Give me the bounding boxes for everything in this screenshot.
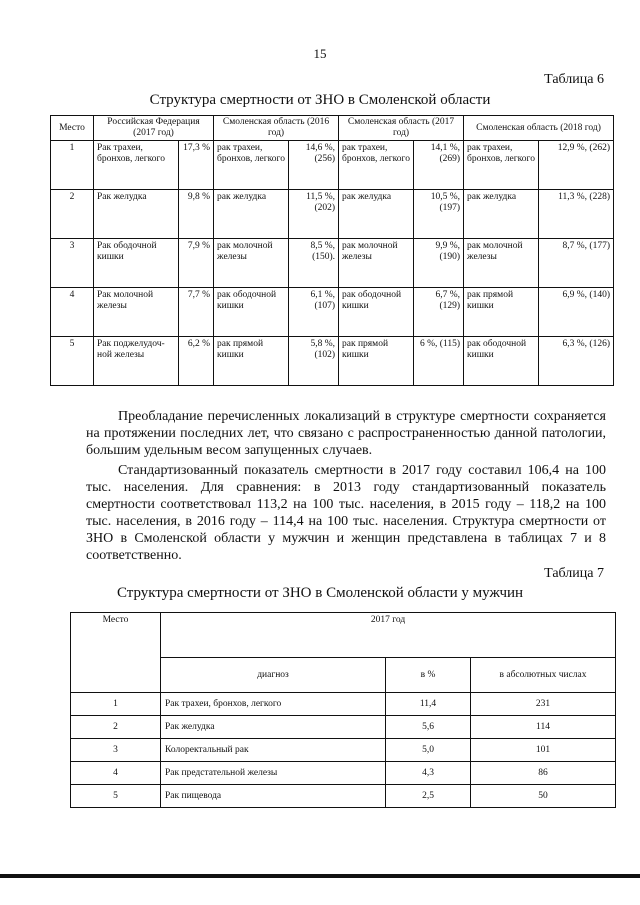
table7-diagnosis: Рак предстательной железы	[161, 762, 386, 785]
paragraph-prevalence: Преобладание перечисленных локализаций в структуре смертности сохраняется на протяжении последних лет, что связано с распространенностью данной патологии, большим удельным весом запущенных случаев.	[86, 409, 606, 458]
table7	[70, 612, 616, 808]
table6-header-2016: Смоленская область (2016 год)	[214, 116, 339, 141]
table6-2016-diagnosis: рак молочной железы	[214, 239, 289, 288]
table6-2018-diagnosis: рак желудка	[464, 190, 539, 239]
table6-place: 3	[51, 239, 94, 288]
table6-2017-diagnosis: рак молочной железы	[339, 239, 414, 288]
table6-2016-diagnosis: рак ободочной кишки	[214, 288, 289, 337]
table7-percent: 4,3	[386, 762, 471, 785]
table6-rf-diagnosis: Рак желудка	[94, 190, 179, 239]
table6-row	[51, 239, 614, 288]
table6-place: 2	[51, 190, 94, 239]
table6-2016-diagnosis: рак прямой кишки	[214, 337, 289, 386]
table7-percent: 2,5	[386, 785, 471, 808]
table6-2018-value: 12,9 %, (262)	[539, 141, 614, 190]
table6-2017-value: 10,5 %, (197)	[414, 190, 464, 239]
table6-2017-value: 6 %, (115)	[414, 337, 464, 386]
table7-diagnosis: Рак трахеи, бронхов, легкого	[161, 693, 386, 716]
table7-absolute: 101	[471, 739, 616, 762]
table7-header-percent: в %	[386, 658, 471, 693]
table7-row	[71, 716, 616, 739]
table6-2018-diagnosis: рак молочной железы	[464, 239, 539, 288]
table7-diagnosis: Колоректальный рак	[161, 739, 386, 762]
table6-2018-value: 8,7 %, (177)	[539, 239, 614, 288]
table6-rf-diagnosis: Рак ободочной кишки	[94, 239, 179, 288]
table6-rf-value: 7,7 %	[179, 288, 214, 337]
table6-rf-value: 17,3 %	[179, 141, 214, 190]
table7-percent: 5,6	[386, 716, 471, 739]
table7-percent: 11,4	[386, 693, 471, 716]
paragraph-standardized-rate: Стандартизованный показатель смертности в 2017 году составил 106,4 на 100 тыс. населения. Для сравнения: в 2013 году стандартизованный показатель смертности соответствовал 113,2 на 100 тыс. населения, в 2015 году – 118,2 на 100 тыс. населения, в 2016 году – 114,4 на 100 тыс. населения. Структура смертности от ЗНО в Смоленской области у мужчин и женщин представлена в таблицах 7 и 8 соответственно.	[86, 463, 606, 563]
table7-row	[71, 762, 616, 785]
table7-diagnosis: Рак желудка	[161, 716, 386, 739]
table6-2017-value: 6,7 %, (129)	[414, 288, 464, 337]
table6-header-place: Место	[51, 116, 94, 141]
table6-header-row	[51, 116, 614, 141]
table7-place: 1	[71, 693, 161, 716]
table6-2018-diagnosis: рак прямой кишки	[464, 288, 539, 337]
table7-header-absolute: в абсолютных числах	[471, 658, 616, 693]
table6-2017-diagnosis: рак ободочной кишки	[339, 288, 414, 337]
table6-2018-value: 6,9 %, (140)	[539, 288, 614, 337]
table6-rf-value: 9,8 %	[179, 190, 214, 239]
table6-2017-value: 9,9 %, (190)	[414, 239, 464, 288]
table6-2017-diagnosis: рак трахеи, бронхов, легкого	[339, 141, 414, 190]
table7-title: Структура смертности от ЗНО в Смоленской области у мужчин	[116, 585, 524, 601]
table7-header-place: Место	[71, 613, 161, 693]
table7-diagnosis: Рак пищевода	[161, 785, 386, 808]
table7-absolute: 50	[471, 785, 616, 808]
table6-row	[51, 190, 614, 239]
table6-2017-diagnosis: рак прямой кишки	[339, 337, 414, 386]
table6-2016-diagnosis: рак трахеи, бронхов, легкого	[214, 141, 289, 190]
table6-2018-value: 6,3 %, (126)	[539, 337, 614, 386]
table6-2018-diagnosis: рак трахеи, бронхов, легкого	[464, 141, 539, 190]
table7-row	[71, 739, 616, 762]
table7-row	[71, 693, 616, 716]
table6-2018-value: 11,3 %, (228)	[539, 190, 614, 239]
table6-place: 1	[51, 141, 94, 190]
table6-rf-value: 6,2 %	[179, 337, 214, 386]
table7-absolute: 231	[471, 693, 616, 716]
table7-absolute: 114	[471, 716, 616, 739]
table6-2016-value: 11,5 %, (202)	[289, 190, 339, 239]
page-number: 15	[313, 46, 327, 61]
table7-absolute: 86	[471, 762, 616, 785]
table6-2016-value: 14,6 %, (256)	[289, 141, 339, 190]
table7-header-diagnosis: диагноз	[161, 658, 386, 693]
table6-2016-value: 8,5 %, (150).	[289, 239, 339, 288]
table6	[50, 115, 614, 386]
table6-place: 5	[51, 337, 94, 386]
table7-place: 3	[71, 739, 161, 762]
table6-header-rf: Российская Федерация (2017 год)	[94, 116, 214, 141]
table6-row	[51, 337, 614, 386]
table6-row	[51, 141, 614, 190]
table7-percent: 5,0	[386, 739, 471, 762]
table6-2017-value: 14,1 %, (269)	[414, 141, 464, 190]
table6-rf-diagnosis: Рак поджелудоч-ной железы	[94, 337, 179, 386]
table6-2018-diagnosis: рак ободочной кишки	[464, 337, 539, 386]
table6-row	[51, 288, 614, 337]
table7-place: 2	[71, 716, 161, 739]
table7-header-row	[71, 613, 616, 658]
bottom-rule	[0, 874, 640, 878]
table6-title: Структура смертности от ЗНО в Смоленской области	[149, 92, 491, 108]
table6-2016-value: 6,1 %, (107)	[289, 288, 339, 337]
table6-rf-value: 7,9 %	[179, 239, 214, 288]
table7-place: 4	[71, 762, 161, 785]
table6-header-2017: Смоленская область (2017 год)	[339, 116, 464, 141]
table6-header-2018: Смоленская область (2018 год)	[464, 116, 614, 141]
table6-2017-diagnosis: рак желудка	[339, 190, 414, 239]
table6-rf-diagnosis: Рак трахеи, бронхов, легкого	[94, 141, 179, 190]
table6-caption: Таблица 6	[544, 72, 604, 87]
table7-row	[71, 785, 616, 808]
table6-2016-diagnosis: рак желудка	[214, 190, 289, 239]
table6-2016-value: 5,8 %, (102)	[289, 337, 339, 386]
table7-header-year: 2017 год	[161, 613, 616, 658]
table6-place: 4	[51, 288, 94, 337]
table7-caption: Таблица 7	[544, 566, 604, 581]
table7-place: 5	[71, 785, 161, 808]
table6-rf-diagnosis: Рак молочной железы	[94, 288, 179, 337]
